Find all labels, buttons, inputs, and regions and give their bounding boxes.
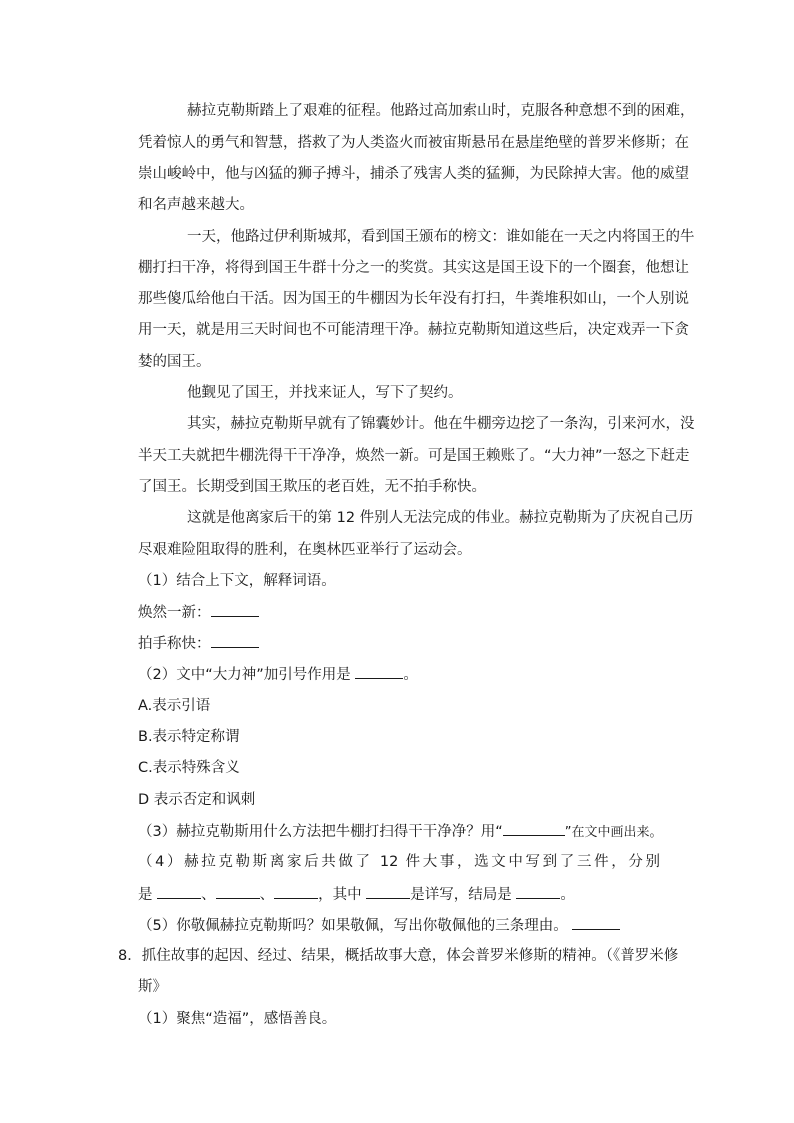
- passage-line: 其实，赫拉克勒斯早就有了锦囊妙计。他在牛棚旁边挖了一条沟，引来河水，没: [187, 416, 695, 432]
- question-1-word2: 拍手称快：: [138, 633, 259, 654]
- answer-blank[interactable]: [572, 915, 620, 930]
- question-8-line1: 8．抓住故事的起因、经过、结果，概括故事大意，体会普罗米修斯的精神。（《普罗米修: [118, 948, 679, 964]
- answer-blank[interactable]: [503, 821, 565, 836]
- passage-line: 凭着惊人的勇气和智慧，搭救了为人类盗火而被宙斯悬吊在悬崖绝壁的普罗米修斯；在: [138, 135, 689, 151]
- option-d[interactable]: D 表示否定和讽刺: [138, 792, 256, 808]
- passage-line: 用一天，就是用三天时间也不可能清理干净。赫拉克勒斯知道这些后，决定戏弄一下贪: [138, 322, 689, 338]
- answer-blank[interactable]: [211, 602, 259, 617]
- passage-line: 尽艰难险阻取得的胜利，在奥林匹亚举行了运动会。: [138, 542, 472, 558]
- passage-line: 他觐见了国王，并找来证人，写下了契约。: [187, 385, 463, 401]
- answer-blank[interactable]: [366, 884, 410, 899]
- passage-line: 了国王。长期受到国王欺压的老百姓，无不拍手称快。: [138, 479, 486, 495]
- question-1-label: （1）结合上下文，解释词语。: [138, 573, 336, 589]
- option-a[interactable]: A.表示引语: [138, 698, 211, 714]
- passage-line: 那些傻瓜给他白干活。因为国王的牛棚因为长年没有打扫，牛粪堆积如山，一个人别说: [138, 291, 689, 307]
- answer-blank[interactable]: [516, 884, 560, 899]
- answer-blank[interactable]: [216, 884, 260, 899]
- passage-line: 崇山峻岭中，他与凶猛的狮子搏斗，捕杀了残害人类的猛狮，为民除掉大害。他的威望: [138, 166, 689, 182]
- option-c[interactable]: C.表示特殊含义: [138, 760, 240, 776]
- answer-blank[interactable]: [355, 664, 403, 679]
- question-3-label: （3）赫拉克勒斯用什么方法把牛棚打扫得干干净净？用“ ”在文中画出来。: [138, 821, 663, 843]
- question-5-label: （5）你敬佩赫拉克勒斯吗？如果敬佩，写出你敬佩他的三条理由。: [138, 915, 620, 936]
- option-b[interactable]: B.表示特定称谓: [138, 729, 240, 745]
- passage-line: 半天工夫就把牛棚洗得干干净净，焕然一新。可是国王赖账了。“大力神”一怒之下赶走: [138, 448, 690, 464]
- question-4-line1: （4）赫拉克勒斯离家后共做了 12 件大事，选文中写到了三件，分别: [138, 854, 660, 870]
- passage-line: 赫拉克勒斯踏上了艰难的征程。他路过高加索山时，克服各种意想不到的困难，: [187, 103, 695, 119]
- question-8-sub1: （1）聚焦“造福”，感悟善良。: [138, 1011, 337, 1027]
- answer-blank[interactable]: [157, 884, 201, 899]
- question-4-line2: 是 、 、 ，其中 是详写，结局是 。: [138, 884, 575, 905]
- question-8-line2: 斯》: [138, 979, 167, 995]
- question-2-label: （2）文中“大力神”加引号作用是 。: [138, 664, 418, 685]
- passage-line: 和名声越来越大。: [138, 197, 254, 213]
- passage-line: 婪的国王。: [138, 354, 211, 370]
- question-1-word1: 焕然一新：: [138, 602, 259, 623]
- passage-line: 这就是他离家后干的第 12 件别人无法完成的伟业。赫拉克勒斯为了庆祝自己历: [187, 510, 694, 526]
- answer-blank[interactable]: [274, 884, 318, 899]
- passage-line: 一天，他路过伊利斯城邦，看到国王颁布的榜文：谁如能在一天之内将国王的牛: [187, 229, 695, 245]
- passage-line: 棚打扫干净，将得到国王牛群十分之一的奖赏。其实这是国王设下的一个圈套，他想让: [138, 260, 689, 276]
- answer-blank[interactable]: [211, 633, 259, 648]
